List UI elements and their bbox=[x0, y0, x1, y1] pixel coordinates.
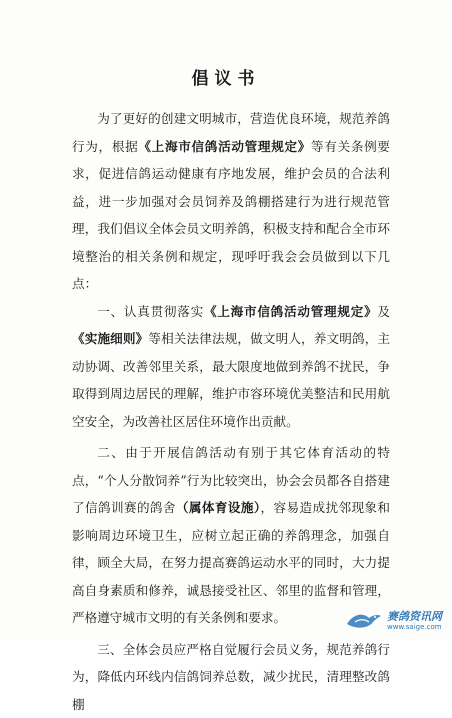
document-body bbox=[72, 105, 390, 718]
item-3-paragraph: 三、全体会员应严格自觉履行会员义务，规范养鸽行为，降低内环线内信鸽饲养总数，减少扰民，清理整改鸽棚 bbox=[72, 636, 390, 718]
item-2-text-2: ，容易造成扰邻现象和影响周边环境卫生，应树立起正确的养鸽理念，加强自律，顾全大局，在努力提高赛鸽运动水平的同时，大力提高自身素质和修养，诚恳接受社区、邻里的监督和管理，严格遵守城市文明的有关条例和要求。 bbox=[72, 500, 390, 625]
intro-paragraph bbox=[72, 105, 390, 298]
document-title: 倡议书 bbox=[0, 64, 452, 89]
intro-regulation-title: 《上海市信鸽活动管理规定》 bbox=[138, 139, 311, 154]
item-1-text-2: 及 bbox=[377, 304, 390, 319]
item-1-regulation-title: 《上海市信鸽活动管理规定》 bbox=[204, 304, 377, 319]
pigeon-logo-icon bbox=[345, 610, 383, 632]
item-2-text-1: 二、由于开展信鸽活动有别于其它体育活动的特点，“个人分散饲养”行为比较突出，协会会员都各自搭建了信鸽训赛的鸽舍 bbox=[72, 445, 390, 515]
watermark-text bbox=[387, 611, 442, 631]
intro-text-1: 为了更好的创建文明城市，营造优良环境，规范养鸽行为，根据 bbox=[72, 111, 390, 154]
item-1-text-3: 等相关法律法规，做文明人，养文明鸽，主动协调、改善邻里关系，最大限度地做到养鸽不扰民，争取得到周边居民的理解，维护市容环境优美整洁和民用航空安全，为改善社区居住环境作出贡献。 bbox=[72, 331, 390, 429]
watermark-site-url: www.saige.com bbox=[387, 624, 442, 631]
item-2-paragraph bbox=[72, 439, 390, 632]
watermark-site-name: 赛鸽资讯网 bbox=[387, 611, 442, 622]
intro-text-2: 等有关条例要求，促进信鸽运动健康有序地发展，维护会员的合法利益，进一步加强对会员饲养及鸽棚搭建行为进行规范管理，我们倡议全体会员文明养鸽，积极支持和配合全市环境整治的相关条例和规定，现呼吁我会会员做到以下几点： bbox=[72, 139, 390, 292]
item-1-rules-title: 《实施细则》 bbox=[72, 331, 148, 346]
item-1-paragraph bbox=[72, 298, 390, 436]
item-1-text-1: 一、认真贯彻落实 bbox=[97, 304, 204, 319]
site-watermark bbox=[345, 610, 442, 632]
item-2-facility-note: （属体育设施） bbox=[176, 500, 261, 515]
